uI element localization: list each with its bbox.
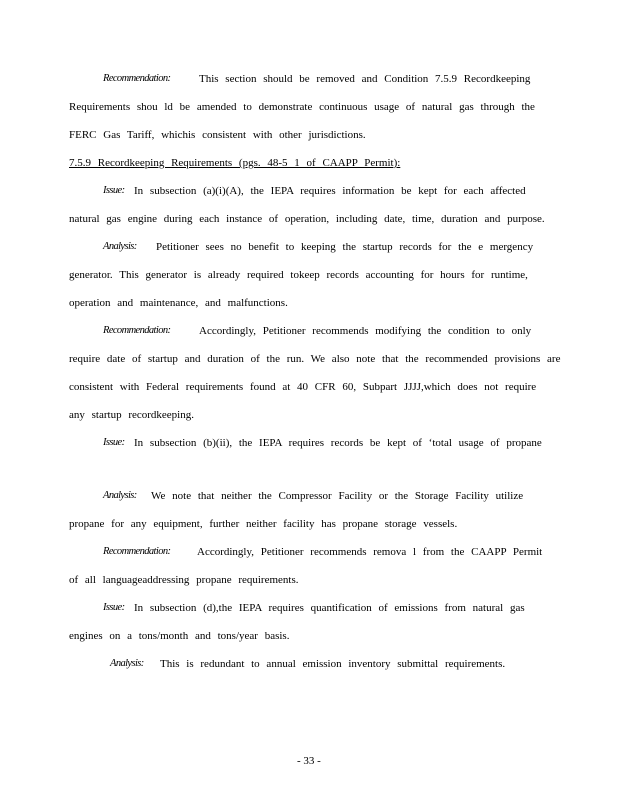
- issue-label: Issue:: [103, 602, 125, 613]
- text-line: of all languageaddressing propane requirements.: [69, 574, 299, 586]
- recommendation-label: Recommendation:: [103, 546, 171, 557]
- text-line: In subsection (b)(ii), the IEPA requires records be kept of ‘total usage of propane: [134, 437, 542, 449]
- page-number: - 33 -: [297, 755, 321, 767]
- issue-label: Issue:: [103, 437, 125, 448]
- text-line: We note that neither the Compressor Facility or the Storage Facility utilize: [151, 490, 524, 502]
- text-line: operation and maintenance, and malfunctions.: [69, 297, 288, 309]
- text-line: In subsection (a)(i)(A), the IEPA requires information be kept for each affected: [134, 185, 526, 197]
- analysis-label: Analysis:: [103, 241, 137, 252]
- analysis-label: Analysis:: [103, 490, 137, 501]
- text-line: propane for any equipment, further neither facility has propane storage vessels.: [69, 518, 458, 530]
- text-line: natural gas engine during each instance of operation, including date, time, duration and purpose.: [69, 213, 545, 225]
- text-line: FERC Gas Tariff, whichis consistent with other jurisdictions.: [69, 129, 366, 141]
- text-line: Requirements shou ld be amended to demonstrate continuous usage of natural gas through the: [69, 101, 535, 113]
- text-line: any startup recordkeeping.: [69, 409, 194, 421]
- text-line: require date of startup and duration of the run. We also note that the recommended provisions are: [69, 353, 561, 365]
- text-line: In subsection (d),the IEPA requires quantification of emissions from natural gas: [134, 602, 525, 614]
- text-line: This section should be removed and Condition 7.5.9 Recordkeeping: [199, 73, 531, 85]
- text-line: This is redundant to annual emission inventory submittal requirements.: [160, 658, 506, 670]
- text-line: generator. This generator is already required tokeep records accounting for hours for runtime,: [69, 269, 528, 281]
- issue-label: Issue:: [103, 185, 125, 196]
- recommendation-label: Recommendation:: [103, 73, 171, 84]
- text-line: Petitioner sees no benefit to keeping the startup records for the e mergency: [156, 241, 534, 253]
- section-heading: 7.5.9 Recordkeeping Requirements (pgs. 48-5 1 of CAAPP Permit):: [69, 157, 401, 169]
- text-line: Accordingly, Petitioner recommends modifying the condition to only: [199, 325, 532, 337]
- text-line: consistent with Federal requirements found at 40 CFR 60, Subpart JJJJ,which does not require: [69, 381, 537, 393]
- text-line: Accordingly, Petitioner recommends remova l from the CAAPP Permit: [197, 546, 543, 558]
- text-line: engines on a tons/month and tons/year basis.: [69, 630, 290, 642]
- recommendation-label: Recommendation:: [103, 325, 171, 336]
- analysis-label: Analysis:: [110, 658, 144, 669]
